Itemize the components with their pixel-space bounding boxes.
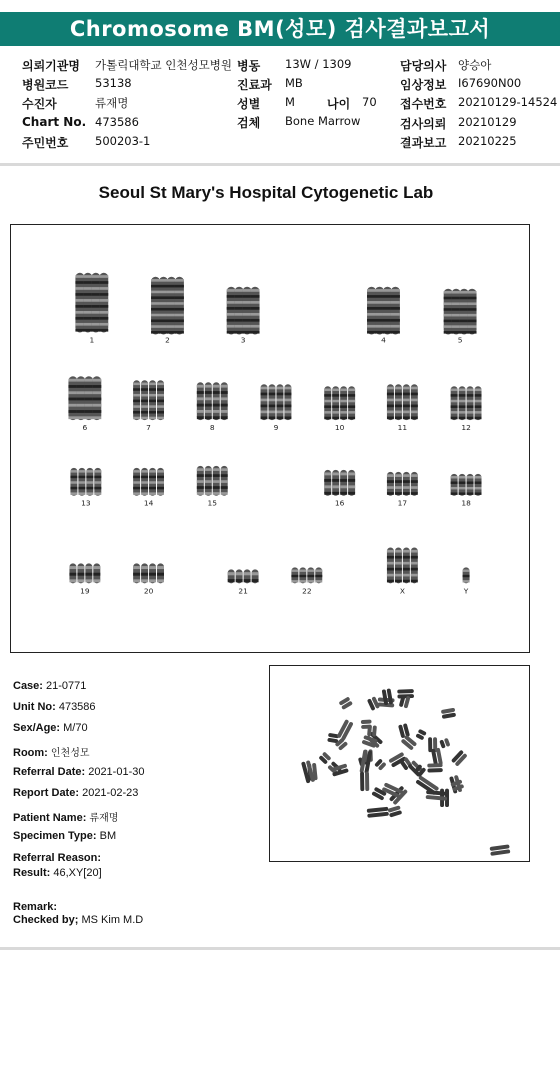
chromosome-pair-1 [75,273,108,333]
metaphase-chromosome [426,790,448,801]
chromosome-pair-22 [291,567,322,583]
chromosome-pair-7 [133,380,164,420]
header-separator [0,163,560,166]
chromosome-label-12: 12 [461,423,471,433]
chromosome-pair-15 [197,466,228,496]
chromosome-label-11: 11 [397,423,408,433]
chromosome-pair-11 [387,384,418,420]
chromosome-label-14: 14 [143,498,154,508]
chromosome-label-16: 16 [334,498,345,508]
chromosome-label-19: 19 [80,586,90,596]
chromosome-pair-13 [70,468,101,496]
chromosome-pair-12 [451,386,482,420]
checked-by-row: Checked by; MS Kim M.D [13,914,144,926]
chromosome-pair-6 [68,376,101,420]
ward-value: 13W / 1309 [285,57,352,71]
report-label: 결과보고 [400,136,447,150]
specimen-label: 검체 [237,116,261,130]
sex-value: M [285,95,295,109]
chromosome-label-2: 2 [165,335,170,345]
result-row: Result: 46,XY[20] [13,867,102,879]
chromosome-pair-20 [133,563,164,583]
unit-row: Unit No: 473586 [13,701,96,713]
hospital-label: 의뢰기관명 [22,59,80,73]
chromosome-label-15: 15 [207,498,218,508]
metaphase-chromosome [415,729,427,741]
chromosome-label-7: 7 [146,423,151,433]
patient-name-row: Patient Name: 류재명 [13,812,119,824]
metaphase-image [270,666,529,861]
chromosome-label-3: 3 [240,335,246,345]
chromosome-label-22: 22 [302,586,312,596]
chromosome-label-5: 5 [457,335,463,345]
report-value: 20210225 [458,134,517,148]
metaphase-chromosome [387,805,402,817]
report-date-row: Report Date: 2021-02-23 [13,787,139,799]
receipt-label: 접수번호 [400,97,447,111]
chromosome-pair-14 [133,468,164,496]
chromosome-label-8: 8 [209,423,215,433]
metaphase-chromosome [397,689,414,698]
karyotype-panel [10,224,530,653]
metaphase-chromosome [360,771,369,791]
sex-label: 성별 [237,97,261,111]
metaphase-chromosome [367,696,380,711]
hospital-value: 가톨릭대학교 인천성모병원 [95,58,232,72]
chromosome-pair-3 [227,287,260,335]
chromosome-label-Y: Y [463,586,469,596]
clinical-value: I67690N00 [458,76,522,90]
age-label: 나이 [327,97,351,111]
chart-value: 473586 [95,115,139,129]
chromosome-pair-10 [324,386,355,420]
lab-title: Seoul St Mary's Hospital Cytogenetic Lab [98,183,434,202]
clinical-label: 임상정보 [400,78,447,92]
doctor-value: 양승아 [458,58,492,72]
dept-label: 진료과 [237,78,272,92]
chromosome-label-9: 9 [273,423,279,433]
chromosome-label-18: 18 [461,498,471,508]
specimen-value: Bone Marrow [285,114,361,128]
chromosome-pair-8 [197,382,228,420]
dept-value: MB [285,76,303,90]
metaphase-chromosome [336,719,353,741]
chromosome-pair-21 [228,569,259,583]
metaphase-chromosome [451,750,468,767]
remark-row: Remark: [13,901,58,913]
patient-value: 류재명 [95,96,129,110]
chromosome-pair-4 [367,287,400,335]
referral-reason-row: Referral Reason: [13,852,102,864]
chromosome-label-10: 10 [334,423,345,433]
chart-label: Chart No. [22,115,87,129]
room-row: Room: 인천성모 [13,747,90,759]
chromosome-pair-X [387,547,418,583]
chromosome-label-13: 13 [81,498,91,508]
chromosome-pair-2 [151,277,184,335]
chromosome-label-6: 6 [82,423,88,433]
referral-date-row: Referral Date: 2021-01-30 [13,766,145,778]
metaphase-chromosome [441,708,456,719]
metaphase-chromosome [374,758,387,771]
ward-label: 병동 [237,59,261,73]
chromosome-pair-19 [69,563,100,583]
karyotype-image [11,225,529,652]
chromosome-label-1: 1 [89,335,95,345]
metaphase-chromosome [427,763,443,772]
chromosome-pair-17 [387,472,418,496]
metaphase-panel [269,665,530,862]
report-title: Chromosome BM(성모) 검사결과보고서 [0,12,560,46]
age-value: 70 [362,95,377,109]
chromosome-pair-16 [324,470,355,496]
metaphase-chromosome [318,751,331,764]
chromosome-pair-18 [451,474,482,496]
doctor-label: 담당의사 [400,59,447,73]
request-value: 20210129 [458,115,517,129]
metaphase-chromosome [367,807,389,818]
chromosome-label-20: 20 [143,586,154,596]
chromosome-pair-5 [444,289,477,335]
metaphase-chromosome [439,738,450,749]
id-label: 주민번호 [22,136,69,150]
chromosome-label-17: 17 [397,498,408,508]
metaphase-chromosome [490,844,511,856]
specimen-type-row: Specimen Type: BM [13,830,117,842]
footer-separator [0,947,560,950]
metaphase-chromosome [339,696,353,710]
chromosome-label-4: 4 [381,335,386,345]
chromosome-label-21: 21 [238,586,248,596]
metaphase-chromosome [398,723,410,738]
patient-info-block [0,52,560,158]
request-label: 검사의뢰 [400,117,447,131]
code-label: 병원코드 [22,78,69,92]
case-row: Case: 21-0771 [13,680,87,692]
sexage-row: Sex/Age: M/70 [13,722,88,734]
patient-label: 수진자 [22,97,57,111]
chromosome-pair-Y [463,567,470,583]
receipt-value: 20210129-14524 [458,95,558,109]
id-value: 500203-1 [95,134,151,148]
chromosome-pair-9 [261,384,292,420]
chromosome-label-X: X [399,586,405,596]
code-value: 53138 [95,76,132,90]
